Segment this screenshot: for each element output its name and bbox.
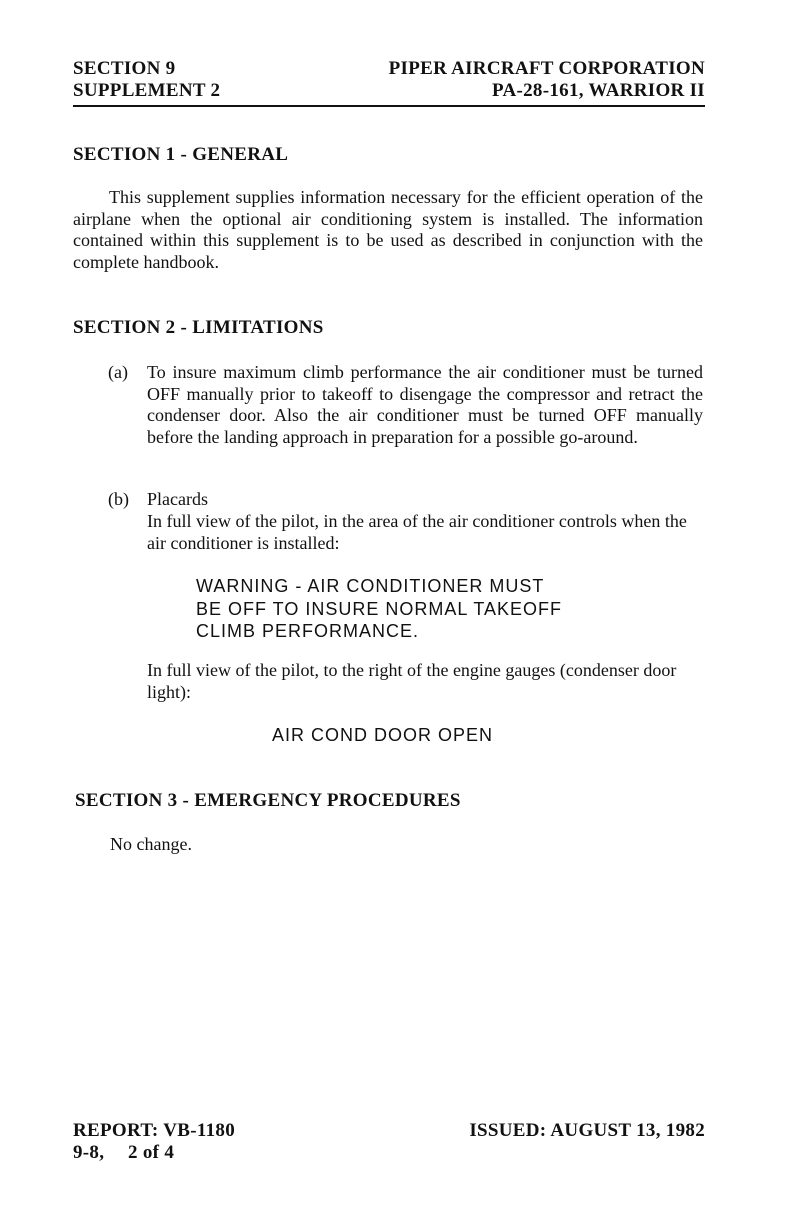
section-1-body: This supplement supplies information necessary for the efficient operation of the airplane when the optional air conditioning system is installed. The information contained within this supplement is to be used as described in conjunction with the complete handbook. <box>73 187 703 272</box>
placard-warning-line: CLIMB PERFORMANCE. <box>196 621 420 641</box>
item-b-label: (b) <box>108 489 129 509</box>
header-company: PIPER AIRCRAFT CORPORATION <box>388 58 705 79</box>
header-left <box>73 58 220 102</box>
placard-warning <box>196 575 562 643</box>
item-b-intro-2: In full view of the pilot, to the right of the engine gauges (condenser door light): <box>147 660 677 702</box>
footer-report: REPORT: VB-1180 <box>73 1120 236 1141</box>
footer-page: 9-8, <box>73 1142 105 1163</box>
header-divider <box>73 105 705 107</box>
item-a-label: (a) <box>108 362 128 382</box>
placard-warning-line: WARNING - AIR CONDITIONER MUST <box>196 576 545 596</box>
footer-issued: ISSUED: AUGUST 13, 1982 <box>469 1120 705 1141</box>
item-b-title: Placards <box>147 489 208 509</box>
footer-page-line <box>73 1142 235 1164</box>
header-section: SECTION 9 <box>73 58 176 79</box>
section-2-heading: SECTION 2 - LIMITATIONS <box>73 317 324 338</box>
header-right <box>389 58 705 102</box>
section-3-heading: SECTION 3 - EMERGENCY PROCEDURES <box>75 790 461 811</box>
item-b-intro: In full view of the pilot, in the area of the air conditioner controls when the air conditioner is installed: <box>147 511 687 553</box>
footer-page-of: 2 of 4 <box>128 1142 175 1163</box>
footer-left <box>73 1120 235 1164</box>
item-a-text: To insure maximum climb performance the air conditioner must be turned OFF manually prior to takeoff to disengage the compressor and retract the condenser door. Also the air conditioner must be turned OFF manually before the landing approach in preparation for a possible go-around. <box>147 362 703 447</box>
header-supplement: SUPPLEMENT 2 <box>73 80 221 101</box>
section-3-body: No change. <box>110 834 192 854</box>
placard-door-open: AIR COND DOOR OPEN <box>272 725 494 745</box>
placard-warning-line: BE OFF TO INSURE NORMAL TAKEOFF <box>196 598 563 619</box>
section-1-heading: SECTION 1 - GENERAL <box>73 144 289 165</box>
header-model: PA-28-161, WARRIOR II <box>491 80 705 101</box>
